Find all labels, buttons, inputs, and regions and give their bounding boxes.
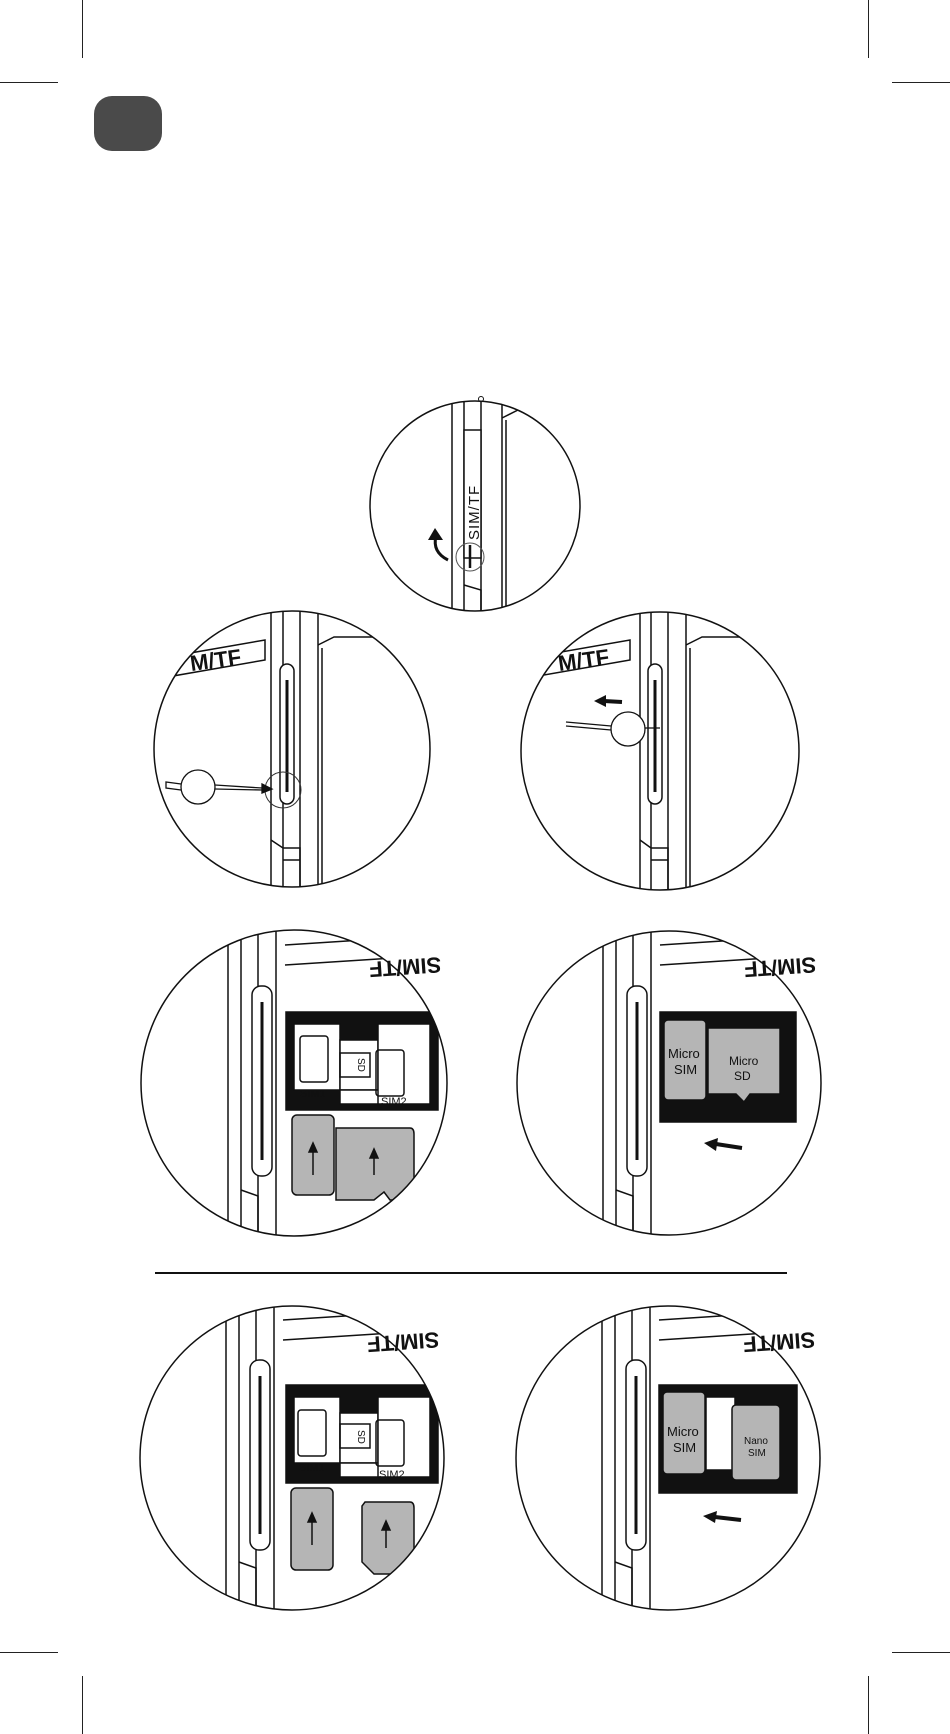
step5-figure	[517, 930, 821, 1240]
arrow-left-icon	[704, 1138, 742, 1151]
micro-sd-label-1: Micro	[729, 1054, 759, 1068]
micro-sim-label-2: SIM	[674, 1062, 698, 1077]
sd-label-2: SD	[355, 1430, 366, 1444]
sim-tf-flipped-label-2: SIM/TF	[743, 952, 818, 983]
micro-sim-label-1: Micro	[668, 1046, 700, 1061]
curved-arrow-icon	[428, 528, 448, 560]
sim2-label-2: SIM2	[379, 1469, 405, 1481]
sim1-label-2: SIM1	[299, 1462, 325, 1474]
sim-tf-label: SIM/TF	[466, 484, 483, 540]
step7-figure	[516, 1305, 820, 1615]
sim1-label: SIM1	[300, 1088, 326, 1100]
arrow-left-icon	[703, 1511, 741, 1523]
step4-figure	[141, 930, 447, 1240]
sim-tf-flipped-label-3: SIM/TF	[366, 1327, 441, 1358]
micro-sd-label-2: SD	[734, 1069, 751, 1083]
step2-figure	[150, 600, 450, 900]
sim-tf-flipped-label: SIM/TF	[368, 952, 443, 983]
step6-figure	[140, 1305, 444, 1615]
sim-tf-partial-label-2: M/TF	[556, 644, 611, 677]
eject-pin-icon	[566, 712, 660, 746]
micro-sim-label-4: SIM	[673, 1440, 697, 1455]
sim2-label: SIM2	[381, 1096, 407, 1108]
nano-sim-label-1: Nano	[744, 1436, 768, 1447]
step3-figure	[515, 600, 820, 900]
sim-tf-partial-label: M/TF	[188, 644, 243, 677]
micro-sim-label-3: Micro	[667, 1424, 699, 1439]
sim-tf-flipped-label-4: SIM/TF	[742, 1327, 817, 1358]
arrow-left-icon	[594, 695, 622, 707]
section-divider	[155, 1272, 787, 1274]
sd-label: SD	[355, 1058, 366, 1072]
nano-sim-label-2: SIM	[748, 1448, 766, 1459]
step1-figure	[370, 395, 600, 620]
eject-pin-icon	[166, 770, 272, 804]
